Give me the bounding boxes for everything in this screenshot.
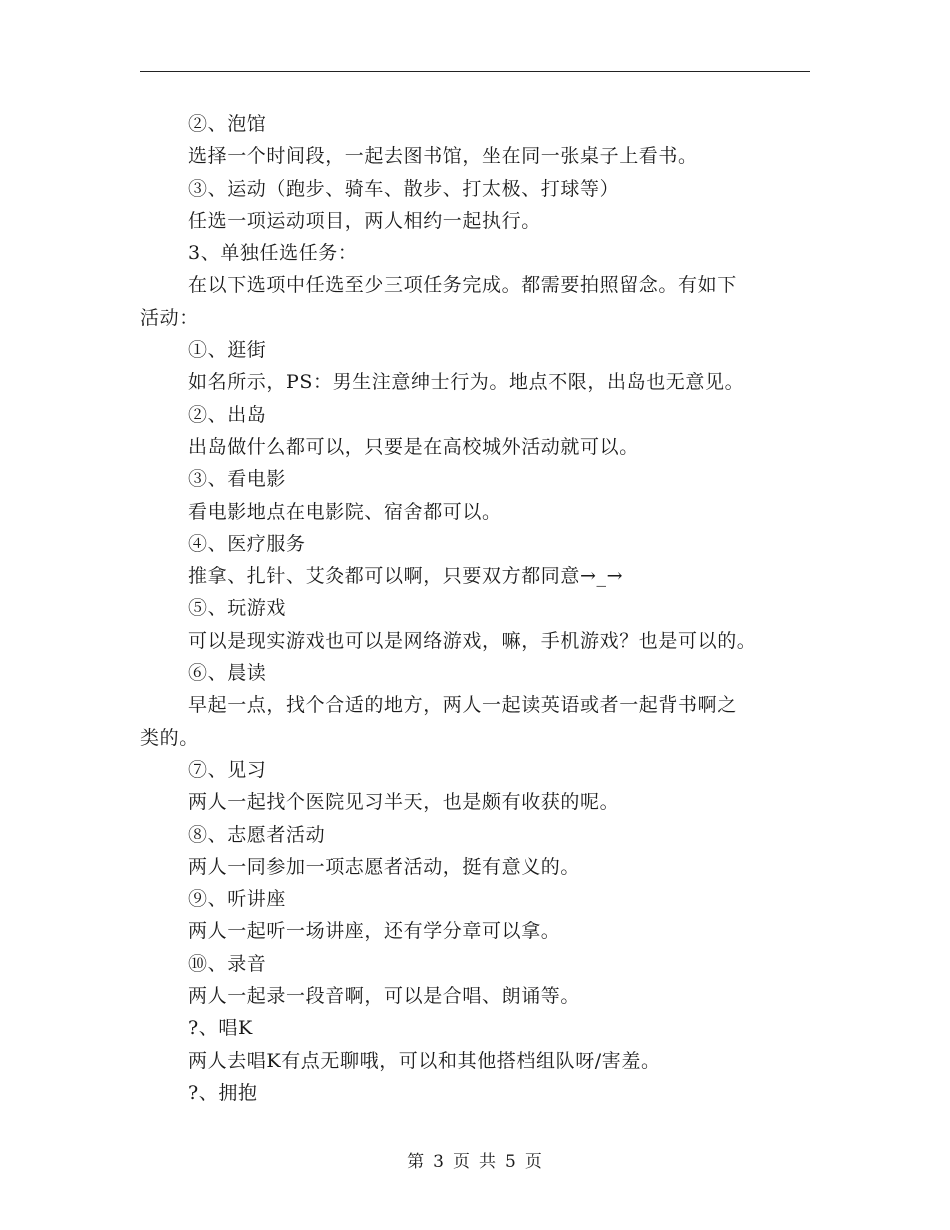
list-item-heading: ?、唱K <box>188 1017 253 1040</box>
paragraph: 选择一个时间段，一起去图书馆，坐在同一张桌子上看书。 <box>188 145 698 168</box>
paragraph: 早起一点，找个合适的地方，两人一起读英语或者一起背书啊之 <box>188 694 737 717</box>
paragraph: 两人一同参加一项志愿者活动，挺有意义的。 <box>188 855 581 878</box>
list-item-heading: ④、医疗服务 <box>188 532 306 555</box>
list-item-heading: ⑥、晨读 <box>188 662 267 685</box>
list-item-heading: ②、泡馆 <box>188 113 267 135</box>
list-item-heading: ⑩、录音 <box>188 952 267 975</box>
current-page-number: 3 <box>433 1152 445 1172</box>
paragraph: 在以下选项中任选至少三项任务完成。都需要拍照留念。有如下 <box>188 274 737 297</box>
page-number-footer <box>0 1150 950 1174</box>
section-heading: 3、单独任选任务： <box>188 242 358 265</box>
paragraph: 两人去唱K有点无聊哦，可以和其他搭档组队呀/害羞。 <box>188 1049 661 1072</box>
header-rule <box>140 71 810 72</box>
list-item-heading: ③、看电影 <box>188 468 287 491</box>
list-item-heading: ③、运动（跑步、骑车、散步、打太极、打球等） <box>188 177 620 200</box>
paragraph-continuation: 活动： <box>140 306 199 329</box>
paragraph: 两人一起找个医院见习半天，也是颇有收获的呢。 <box>188 791 620 814</box>
footer-suffix: 页 <box>524 1152 543 1172</box>
paragraph: 看电影地点在电影院、宿舍都可以。 <box>188 500 502 523</box>
total-page-count: 5 <box>505 1152 517 1172</box>
paragraph: 推拿、扎针、艾灸都可以啊，只要双方都同意→_→ <box>188 565 624 588</box>
paragraph: 如名所示，PS：男生注意绅士行为。地点不限，出岛也无意见。 <box>188 371 745 394</box>
list-item-heading: ?、拥抱 <box>188 1081 258 1104</box>
footer-page-word: 页 <box>453 1152 471 1172</box>
list-item-heading: ⑤、玩游戏 <box>188 597 287 620</box>
paragraph: 任选一项运动项目，两人相约一起执行。 <box>188 209 541 232</box>
list-item-heading: ⑦、见习 <box>188 758 267 781</box>
paragraph: 两人一起听一场讲座，还有学分章可以拿。 <box>188 920 561 943</box>
paragraph-continuation: 类的。 <box>140 726 199 749</box>
footer-total-word: 共 <box>479 1152 497 1172</box>
list-item-heading: ⑧、志愿者活动 <box>188 823 326 846</box>
list-item-heading: ①、逛街 <box>188 339 267 362</box>
paragraph: 两人一起录一段音啊，可以是合唱、朗诵等。 <box>188 985 581 1008</box>
list-item-heading: ⑨、听讲座 <box>188 888 287 911</box>
page-body <box>140 108 812 1109</box>
list-item-heading: ②、出岛 <box>188 403 267 426</box>
paragraph: 可以是现实游戏也可以是网络游戏，嘛，手机游戏？也是可以的。 <box>188 629 757 652</box>
footer-prefix: 第 <box>407 1152 426 1172</box>
paragraph: 出岛做什么都可以，只要是在高校城外活动就可以。 <box>188 435 639 458</box>
